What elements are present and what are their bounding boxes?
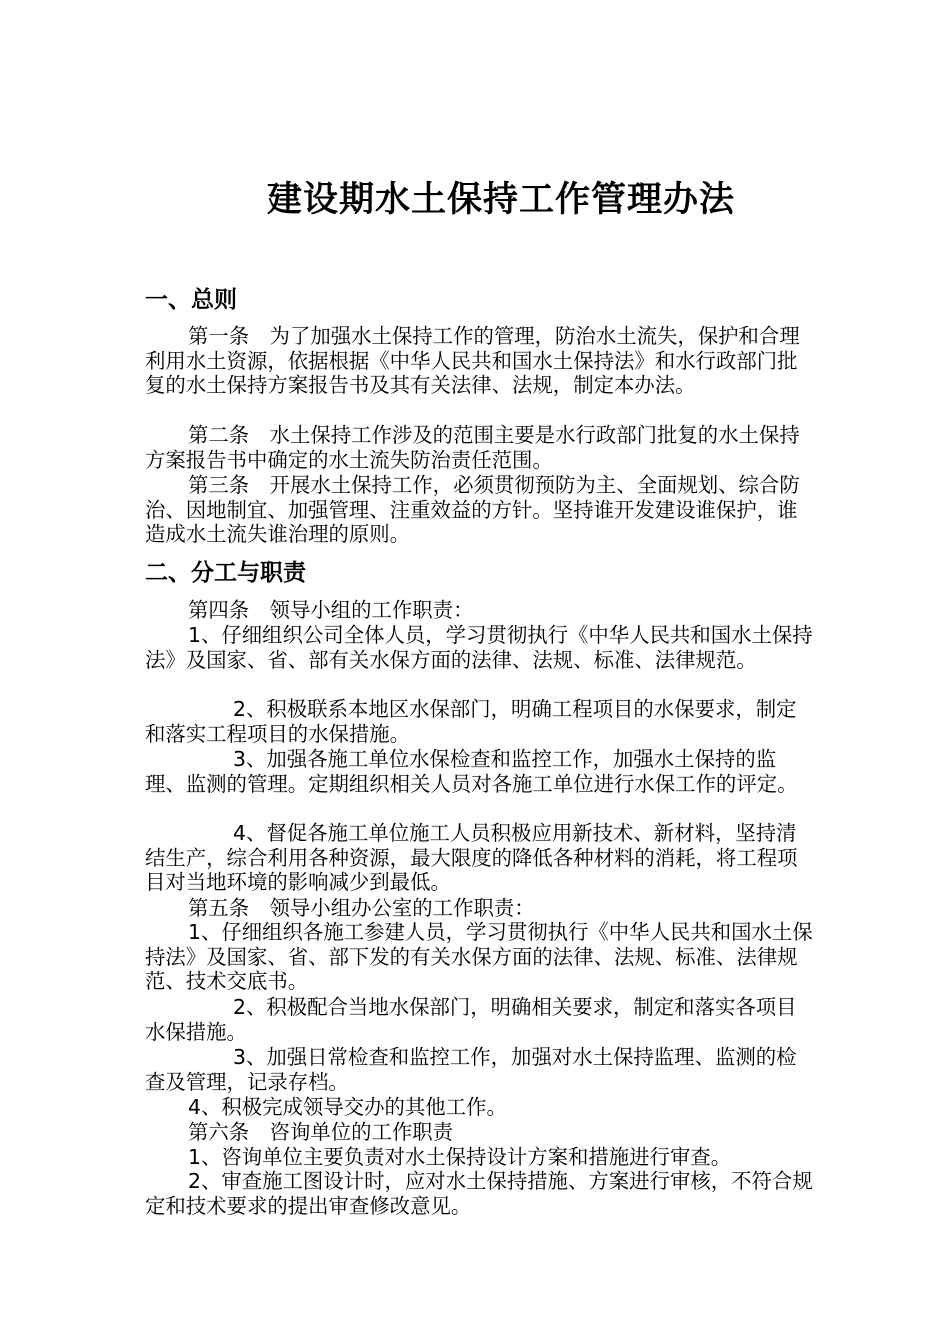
- article-5-item-1: 1、仔细组织各施工参建人员，学习贯彻执行《中华人民共和国水土保持法》及国家、省、部下发的有关水保方面的法律、法规、标准、法律规范、技术交底书。: [145, 920, 813, 994]
- article-5-item-4: 4、积极完成领导交办的其他工作。: [188, 1095, 507, 1119]
- article-5-item-3: 3、加强日常检查和监控工作，加强对水土保持监理、监测的检查及管理，记录存档。: [145, 1045, 797, 1094]
- section-heading-general: 一、总则: [145, 287, 237, 313]
- article-5-title: 第五条 领导小组办公室的工作职责：: [188, 896, 535, 920]
- article-6-item-1: 1、咨询单位主要负责对水土保持设计方案和措施进行审查。: [188, 1145, 732, 1169]
- section-heading-duties: 二、分工与职责: [145, 560, 306, 586]
- article-2: 第二条 水土保持工作涉及的范围主要是水行政部门批复的水土保持方案报告书中确定的水土流失防治责任范围。: [145, 423, 800, 472]
- article-4-item-3: 3、加强各施工单位水保检查和监控工作，加强水土保持的监理、监测的管理。定期组织相关人员对各施工单位进行水保工作的评定。: [145, 747, 798, 796]
- article-6-item-2: 2、审查施工图设计时，应对水土保持措施、方案进行审核，不符合规定和技术要求的提出审查修改意见。: [145, 1169, 813, 1218]
- article-6-title: 第六条 咨询单位的工作职责: [188, 1120, 454, 1144]
- article-4-item-2: 2、积极联系本地区水保部门，明确工程项目的水保要求，制定和落实工程项目的水保措施。: [145, 697, 797, 746]
- article-3: 第三条 开展水土保持工作，必须贯彻预防为主、全面规划、综合防治、因地制宜、加强管理、注重效益的方针。坚持谁开发建设谁保护，谁造成水土流失谁治理的原则。: [145, 473, 800, 547]
- article-1: 第一条 为了加强水土保持工作的管理，防治水土流失，保护和合理利用水土资源，依据根据《中华人民共和国水土保持法》和水行政部门批复的水土保持方案报告书及其有关法律、法规，制定本办法。: [145, 324, 800, 398]
- article-4-item-1: 1、仔细组织公司全体人员，学习贯彻执行《中华人民共和国水土保持法》及国家、省、部有关水保方面的法律、法规、标准、法律规范。: [145, 623, 813, 672]
- article-5-item-2: 2、积极配合当地水保部门，明确相关要求，制定和落实各项目水保措施。: [145, 995, 797, 1044]
- page-title: 建设期水土保持工作管理办法: [266, 179, 735, 220]
- article-4-item-4: 4、督促各施工单位施工人员积极应用新技术、新材料，坚持清结生产，综合利用各种资源，最大限度的降低各种材料的消耗，将工程项目对当地环境的影响减少到最低。: [145, 821, 798, 895]
- article-4-title: 第四条 领导小组的工作职责：: [188, 598, 474, 622]
